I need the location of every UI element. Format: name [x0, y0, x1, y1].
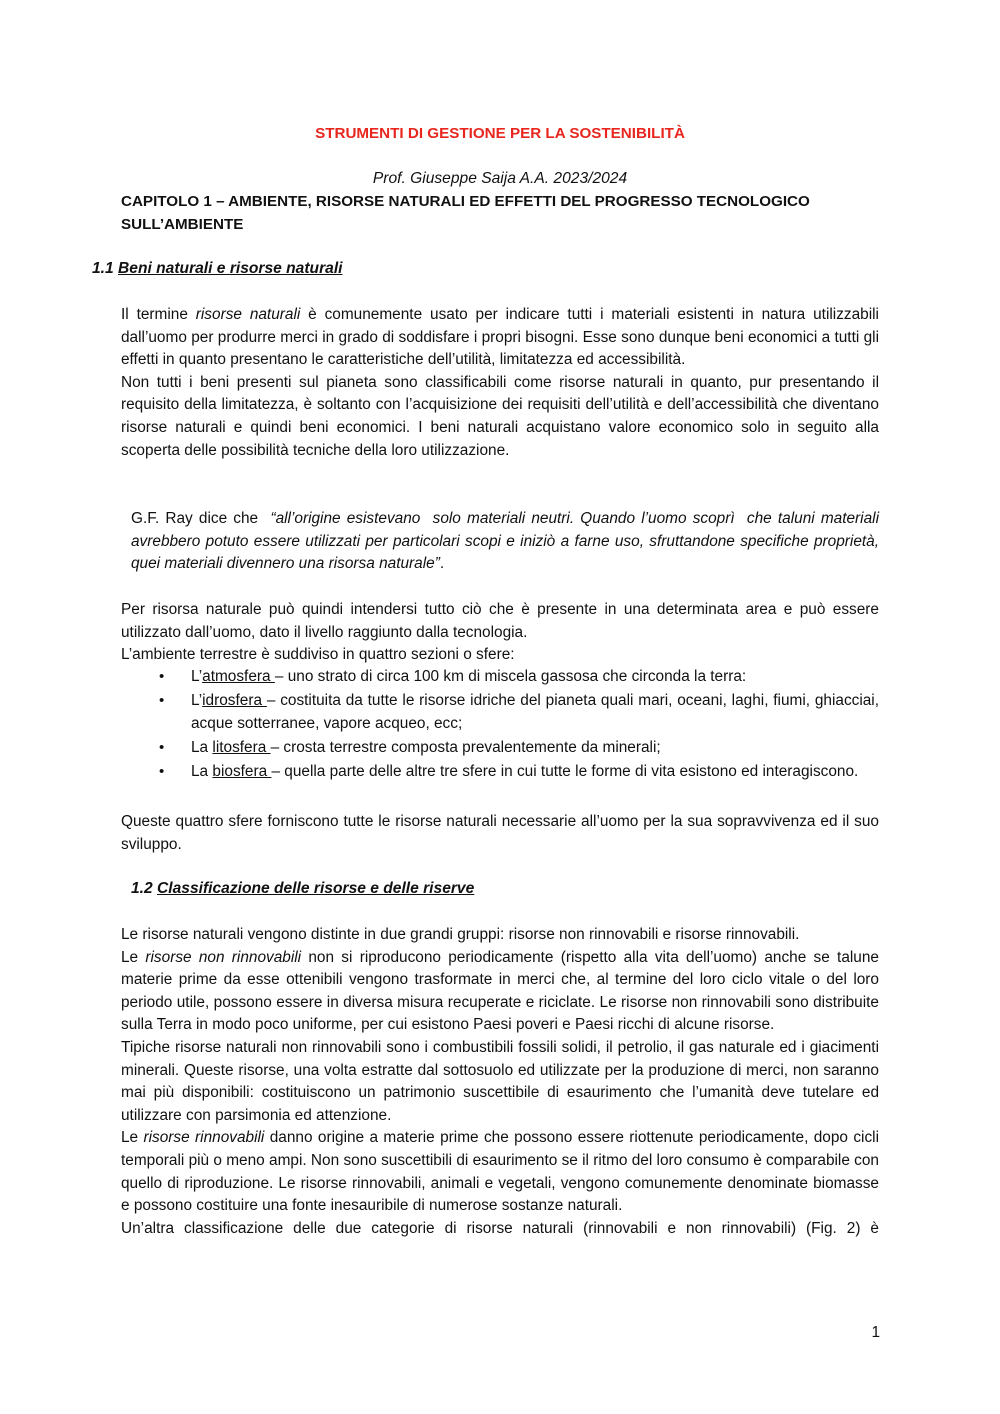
section-1-title: Beni naturali e risorse naturali	[118, 260, 343, 277]
quote-paragraph	[131, 508, 884, 576]
list-item	[121, 737, 879, 760]
spheres-list	[121, 666, 879, 783]
section-1-number: 1.1	[92, 260, 114, 277]
author-line: Prof. Giuseppe Saija A.A. 2023/2024	[372, 170, 628, 187]
text-run: non si riproducono periodicamente (rispetto alla vita dell’uomo) anche se talune materie prime da esse ottenibili vengono trasformate in merci che, al termine del loro ciclo vitale o del loro periodo utile, possono essere in diversa misura recuperate e riciclate. Le risorse non rinnovabili sono distribuite sulla Terra in modo poco uniforme, per cui esistono Paesi poveri e Paesi ricchi di alcune risorse.	[121, 948, 879, 1034]
list-item	[121, 666, 879, 689]
text-run: L’	[191, 668, 203, 685]
text-run: – crosta terrestre composta prevalentemente da minerali;	[270, 738, 661, 756]
section-1-body	[121, 599, 879, 667]
chapter-title	[121, 190, 821, 236]
section-2-number: 1.2	[131, 880, 153, 897]
section-1-intro	[121, 304, 879, 462]
text-run: – quella parte delle altre tre sfere in cui tutte le forme di vita esistono ed interagiscono.	[271, 762, 859, 780]
bullet-icon: •	[159, 738, 165, 756]
paragraph: Tipiche risorse naturali non rinnovabili sono i combustibili fossili solidi, il petrolio, il gas naturale ed i giacimenti minerali. Queste risorse, una volta estratte dal sottosuolo ed utilizzate per la produzione di merci, non saranno mai più disponibili: costituiscono un patrimonio suscettibile di esaurimento che l’umanità deve tutelare ed utilizzare con parsimonia ed attenzione.	[121, 1038, 879, 1124]
paragraph	[121, 1127, 879, 1217]
paragraph: Per risorsa naturale può quindi intendersi tutto ciò che è presente in una determinata area e può essere utilizzato dall’uomo, dato il livello raggiunto dalla tecnologia.	[121, 601, 879, 641]
paragraph: Queste quattro sfere forniscono tutte le risorse naturali necessarie all’uomo per la sua sopravvivenza ed il suo sviluppo.	[121, 813, 879, 853]
emphasis-term: risorse non rinnovabili	[145, 948, 302, 966]
section-2-body	[121, 924, 879, 1240]
term-underlined: atmosfera	[202, 668, 275, 685]
section-2-heading	[131, 878, 474, 901]
text-run: Il termine	[121, 306, 196, 323]
paragraph	[121, 947, 879, 1037]
text-run: è comunemente usato per indicare tutti i materiali esistenti in natura utilizzabili dall’uomo per produrre merci in grado di soddisfare i propri bisogni. Esse sono dunque beni economici a tutti gli effetti in quanto presentano le caratteristiche dell’utilità, limitatezza ed accessibilità.	[121, 306, 879, 369]
paragraph: L’ambiente terrestre è suddiviso in quattro sezioni o sfere:	[121, 646, 515, 664]
emphasis-term: risorse naturali	[195, 306, 301, 323]
document-title: STRUMENTI DI GESTIONE PER LA SOSTENIBILITÀ	[315, 125, 685, 142]
quote-block	[131, 508, 884, 576]
text-run: L’	[191, 692, 203, 710]
term-underlined: biosfera	[212, 762, 272, 780]
quote-lead: G.F. Ray dice che	[131, 510, 271, 527]
term-underlined: litosfera	[212, 738, 271, 756]
bullet-icon: •	[159, 762, 165, 780]
list-item	[121, 690, 879, 735]
text-run: Le	[121, 1129, 144, 1147]
text-run: – costituita da tutte le risorse idriche del pianeta quali mari, oceani, laghi, fiumi, ghiacciai, acque sotterranee, vapore acqueo, ecc;	[191, 692, 880, 732]
text-run: La	[191, 762, 213, 780]
text-run: Le	[121, 948, 146, 966]
text-run: danno origine a materie prime che possono essere riottenute periodicamente, dopo cicli temporali più o meno ampi. Non sono suscettibili di esaurimento se il ritmo del loro consumo è comparabile con quello di riproduzione. Le risorse rinnovabili, animali e vegetali, vengono comunemente denominate biomasse e possono costituire una fonte inesauribile di numerose sostanze naturali.	[121, 1129, 879, 1215]
term-underlined: idrosfera	[202, 692, 267, 710]
paragraph: Non tutti i beni presenti sul pianeta sono classificabili come risorse naturali in quanto, pur presentando il requisito della limitatezza, è soltanto con l’acquisizione dei requisiti dell’utilità e dell’accessibilità che diventano risorse naturali e quindi beni economici. I beni naturali acquistano valore economico solo in seguito alla scoperta delle possibilità tecniche della loro utilizzazione.	[121, 373, 879, 459]
bullet-icon: •	[159, 668, 165, 685]
chapter-title-line-2: SULL’AMBIENTE	[121, 216, 244, 233]
chapter-title-line-1: CAPITOLO 1 – AMBIENTE, RISORSE NATURALI ED EFFETTI DEL PROGRESSO TECNOLOGICO	[121, 193, 810, 210]
text-run: La	[191, 738, 213, 756]
text-run: – uno strato di circa 100 km di miscela gassosa che circonda la terra:	[274, 668, 747, 685]
paragraph: Un’altra classificazione delle due categorie di risorse naturali (rinnovabili e non rinnovabili) (Fig. 2) è	[121, 1219, 879, 1237]
quote-text: “all’origine esistevano solo materiali neutri. Quando l’uomo scoprì che taluni materiali avrebbero potuto essere utilizzati per particolari scopi e iniziò a farne uso, sfruttandone specifiche proprietà, quei materiali divennero una risorsa naturale”	[131, 510, 884, 573]
page-number: 1	[871, 1324, 880, 1341]
emphasis-term: risorse rinnovabili	[143, 1129, 265, 1147]
paragraph: Le risorse naturali vengono distinte in due grandi gruppi: risorse non rinnovabili e risorse rinnovabili.	[121, 926, 800, 943]
list-item	[121, 761, 879, 784]
section-2-title: Classificazione delle risorse e delle riserve	[157, 880, 475, 897]
paragraph	[121, 304, 879, 372]
quote-end: .	[439, 555, 445, 573]
bullet-icon: •	[159, 692, 165, 710]
section-1-heading	[92, 258, 342, 281]
section-1-closing	[121, 811, 879, 856]
